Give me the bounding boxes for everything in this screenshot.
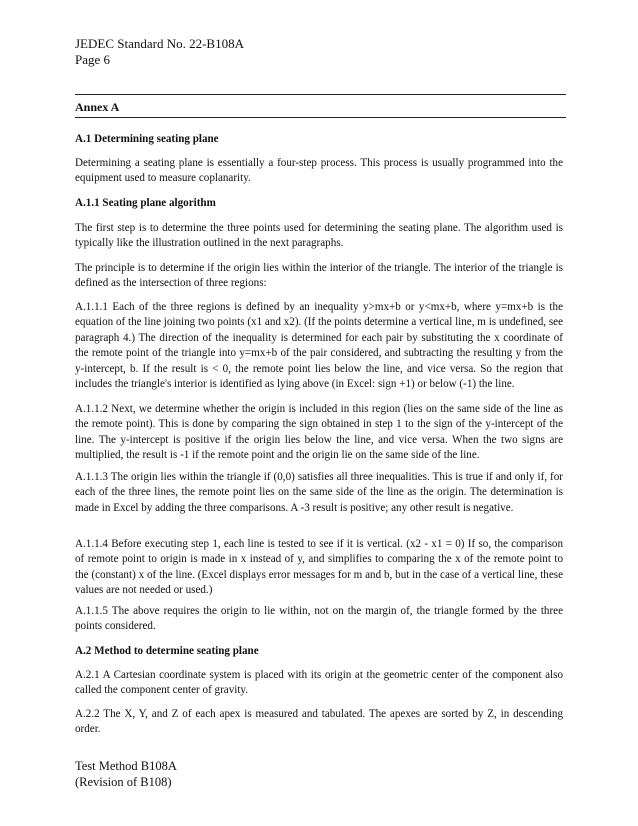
footer-revision: (Revision of B108): [75, 775, 172, 789]
section-a2-heading: A.2 Method to determine seating plane: [75, 645, 259, 657]
header-standard: JEDEC Standard No. 22-B108A: [75, 36, 244, 51]
section-a111-paragraph: A.1.1.1 Each of the three regions is defined by an inequality y>mx+b or y<mx+b, where y=mx+b is the equation of the line joining two points (x1 and x2). (If the points determine a vertical line, m is undefined, see paragraph 4.) The direction of the inequality is determined for each pair by substituting the x coordinate of the remote point of the triangle into y=mx+b of the pair considered, and subtracting the resulting y from the y-intercept, b. If the result is < 0, the remote point lies below the line, and vice versa. So the region that includes the triangle's interior is identified as lying above (in Excel: sign +1) or below (-1) the line.: [75, 301, 563, 391]
section-a11-paragraph-1: The first step is to determine the three points used for determining the seating plane. The algorithm used is typically like the illustration outlined in the next paragraphs.: [75, 222, 563, 250]
section-a22-paragraph: A.2.2 The X, Y, and Z of each apex is measured and tabulated. The apexes are sorted by Z, in descending order.: [75, 708, 563, 736]
annex-title: Annex A: [75, 100, 120, 114]
section-a21-paragraph: A.2.1 A Cartesian coordinate system is placed with its origin at the geometric center of the component also called the component center of gravity.: [75, 669, 563, 697]
header-page-number: Page 6: [75, 52, 111, 67]
section-a114-paragraph: A.1.1.4 Before executing step 1, each line is tested to see if it is vertical. (x2 - x1 = 0) If so, the comparison of remote point to origin is made in x instead of y, and simplifies to comparing the x of the remote point to the (constant) x of the line. (Excel displays error messages for m and b, but in the case of a vertical line, these values are not needed or used.): [75, 538, 563, 597]
section-a11-heading: A.1.1 Seating plane algorithm: [75, 197, 216, 209]
footer-test-method: Test Method B108A: [75, 759, 177, 773]
section-a115-paragraph: A.1.1.5 The above requires the origin to lie within, not on the margin of, the triangle formed by the three points considered.: [75, 605, 563, 633]
section-a113-paragraph: A.1.1.3 The origin lies within the triangle if (0,0) satisfies all three inequalities. This is true if and only if, for each of the three lines, the remote point lies on the same side of the line as the origin. The determination is made in Excel by adding the three comparisons. A -3 result is positive; any other result is negative.: [75, 471, 563, 514]
section-a11-paragraph-2: The principle is to determine if the origin lies within the interior of the triangle. The interior of the triangle is defined as the intersection of three regions:: [75, 262, 563, 290]
annex-top-rule: [75, 94, 566, 95]
section-a112-paragraph: A.1.1.2 Next, we determine whether the origin is included in this region (lies on the same side of the line as the remote point). This is done by comparing the sign obtained in step 1 to the sign of the y-intercept of the line. The y-intercept is positive if the origin lies below the line, and vice versa. When the two signs are multiplied, the result is -1 if the remote point and the origin lie on the same side of the line.: [75, 403, 563, 462]
section-a1-paragraph: Determining a seating plane is essentially a four-step process. This process is usually programmed into the equipment used to measure coplanarity.: [75, 157, 563, 185]
annex-bottom-rule: [75, 117, 566, 118]
section-a1-heading: A.1 Determining seating plane: [75, 133, 219, 145]
